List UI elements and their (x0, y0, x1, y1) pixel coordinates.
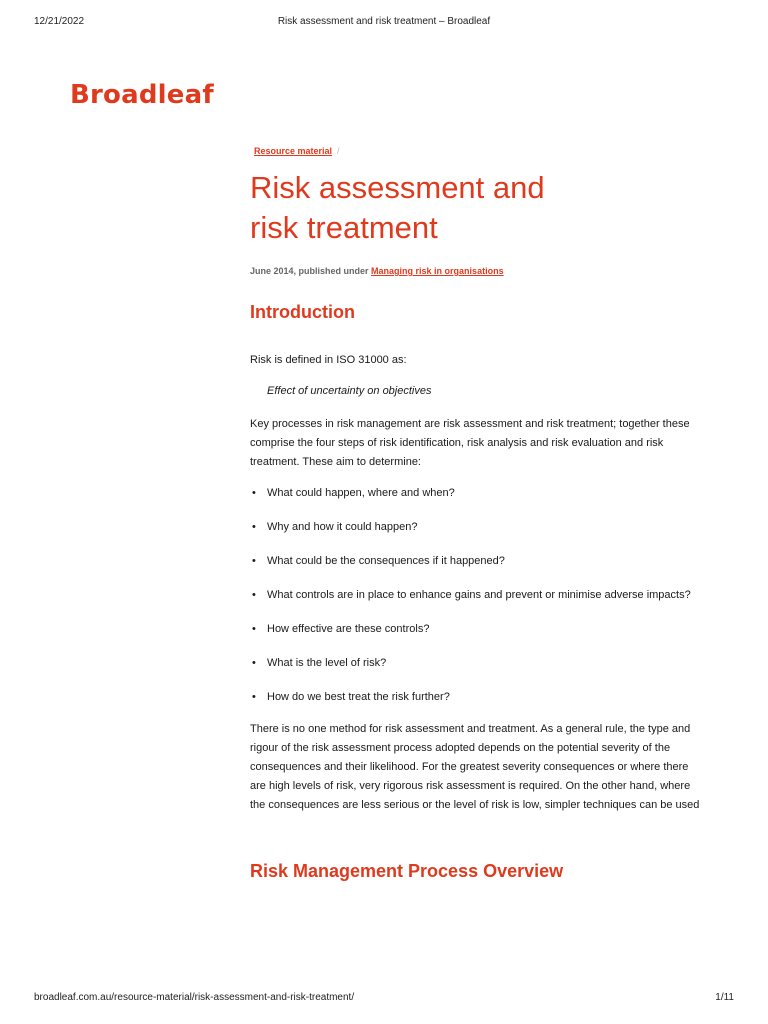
bullet-icon: • (252, 555, 256, 567)
page-title-line1: Risk assessment and (250, 170, 545, 205)
broadleaf-logo[interactable]: Broadleaf (70, 80, 214, 110)
list-item (252, 620, 700, 639)
list-item (252, 586, 700, 605)
page-title (250, 168, 700, 248)
section-heading-overview: Risk Management Process Overview (250, 861, 564, 881)
bullet-icon: • (252, 521, 256, 533)
bullet-icon: • (252, 589, 256, 601)
list-item (252, 484, 700, 503)
list-item (252, 518, 700, 537)
list-item-text: What controls are in place to enhance gains and prevent or minimise adverse impacts? (267, 589, 691, 601)
bullet-icon: • (252, 487, 256, 499)
list-item (252, 552, 700, 571)
list-item-text: What could be the consequences if it happened? (267, 555, 505, 567)
category-link[interactable]: Managing risk in organisations (371, 266, 504, 276)
meta-date-text: June 2014, published under (250, 266, 369, 276)
list-item-text: How effective are these controls? (267, 623, 430, 635)
bullet-icon: • (252, 657, 256, 669)
breadcrumb-link-resource-material[interactable]: Resource material (254, 146, 333, 156)
print-url: broadleaf.com.au/resource-material/risk-assessment-and-risk-treatment/ (34, 992, 355, 1003)
list-item-text: Why and how it could happen? (267, 521, 418, 533)
list-item-text: What is the level of risk? (267, 657, 387, 669)
page-title-line2: risk treatment (250, 210, 438, 245)
article (250, 146, 700, 882)
print-title: Risk assessment and risk treatment – Broadleaf (277, 16, 491, 27)
section-heading-introduction: Introduction (250, 302, 355, 322)
print-header (0, 16, 768, 30)
bullet-icon: • (252, 623, 256, 635)
breadcrumb (254, 146, 700, 156)
print-footer (0, 992, 768, 1006)
key-processes-paragraph: Key processes in risk management are risk assessment and risk treatment; together these comprise the four steps of risk identification, risk analysis and risk evaluation and risk treatment. These aim to determine: (250, 418, 690, 468)
definition-quote: Effect of uncertainty on objectives (267, 385, 432, 397)
definition-paragraph: Risk is defined in ISO 31000 as: (250, 354, 407, 366)
list-item-text: How do we best treat the risk further? (267, 691, 450, 703)
page-number: 1/11 (715, 992, 734, 1003)
bullet-icon: • (252, 691, 256, 703)
article-meta (250, 266, 700, 276)
print-date: 12/21/2022 (34, 16, 85, 27)
breadcrumb-separator: / (337, 146, 340, 156)
method-paragraph: There is no one method for risk assessment and treatment. As a general rule, the type and rigour of the risk assessment process adopted depends on the potential severity of the consequences and their likelihood. For the greatest severity consequences or where there are high levels of risk, very rigorous risk assessment is required. On the other hand, where the consequences are less serious or the level of risk is low, simpler techniques can be used (250, 723, 700, 811)
questions-list (250, 484, 700, 707)
list-item (252, 654, 700, 673)
list-item-text: What could happen, where and when? (267, 487, 455, 499)
list-item (252, 688, 700, 707)
